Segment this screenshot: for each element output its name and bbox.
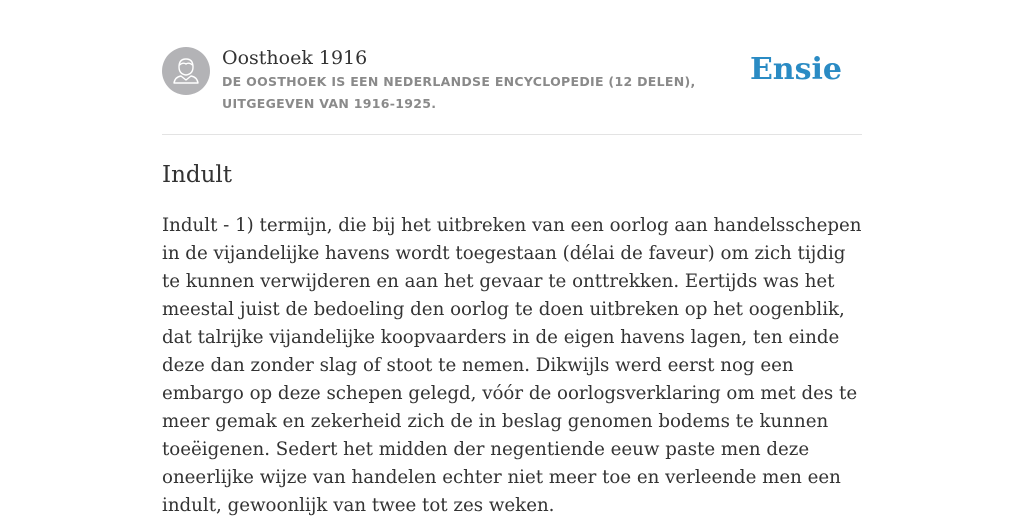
page-container [162, 0, 862, 516]
source-info [222, 46, 762, 115]
article-headword: Indult [162, 162, 233, 188]
article-body: Indult - 1) termijn, die bij het uitbreken van een oorlog aan handelsschepen in de vijandelijke havens wordt toegestaan (délai de faveur) om zich tijdig te kunnen verwijderen en aan het gevaar te onttrekken. Eertijds was het meestal juist de bedoeling den oorlog te doen uitbreken op het oogenblik, dat talrijke vijandelijke koopvaarders in de eigen havens lagen, ten einde deze dan zonder slag of stoot te nemen. Dikwijls werd eerst nog een embargo op deze schepen gelegd, vóór de oorlogsverklaring om met des te meer gemak en zekerheid zich de in beslag genomen bodems te kunnen toeëigenen. Sedert het midden der negentiende eeuw paste men deze oneerlijke wijze van handelen echter niet meer toe en verleende men een indult, gewoonlijk van twee tot zes weken. [162, 215, 862, 516]
user-silhouette-icon [162, 47, 210, 95]
source-avatar[interactable] [162, 47, 210, 95]
source-title[interactable]: Oosthoek 1916 [222, 47, 368, 69]
source-header [162, 0, 862, 135]
ensie-logo-link[interactable]: Ensie [749, 52, 842, 87]
source-description: DE OOSTHOEK IS EEN NEDERLANDSE ENCYCLOPEDIE (12 DELEN), UITGEGEVEN VAN 1916-1925. [222, 74, 696, 111]
